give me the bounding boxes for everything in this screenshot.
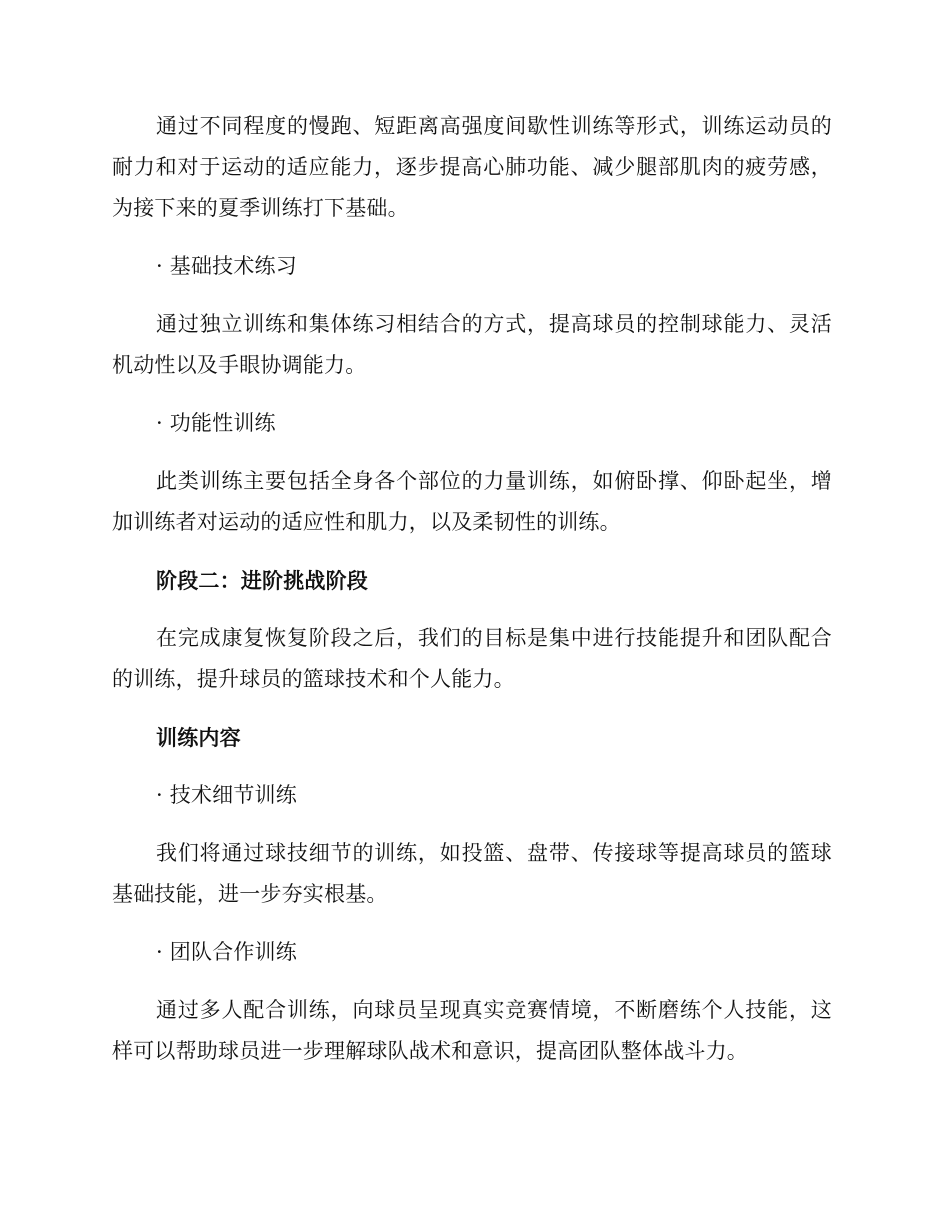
paragraph-technical-details: 我们将通过球技细节的训练，如投篮、盘带、传接球等提高球员的篮球基础技能，进一步夯实根基。: [112, 841, 832, 906]
paragraph-functional-training: 此类训练主要包括全身各个部位的力量训练，如俯卧撑、仰卧起坐，增加训练者对运动的适应性和肌力，以及柔韧性的训练。: [112, 469, 832, 534]
heading-training-content: 训练内容: [156, 725, 241, 750]
paragraph-basic-skills: 通过独立训练和集体练习相结合的方式，提高球员的控制球能力、灵活机动性以及手眼协调能力。: [112, 312, 832, 377]
heading-stage-two: 阶段二：进阶挑战阶段: [156, 568, 368, 593]
paragraph-aerobic-training: 通过不同程度的慢跑、短距离高强度间歇性训练等形式，训练运动员的耐力和对于运动的适应能力，逐步提高心肺功能、减少腿部肌肉的疲劳感，为接下来的夏季训练打下基础。: [112, 114, 832, 220]
document-page: [112, 106, 832, 1089]
bullet-functional-training: · 功能性训练: [156, 411, 276, 435]
bullet-teamwork: · 团队合作训练: [156, 940, 297, 964]
bullet-basic-skills: · 基础技术练习: [156, 254, 297, 278]
paragraph-teamwork: 通过多人配合训练，向球员呈现真实竞赛情境，不断磨练个人技能，这样可以帮助球员进一步理解球队战术和意识，提高团队整体战斗力。: [112, 998, 832, 1063]
bullet-technical-details: · 技术细节训练: [156, 783, 297, 807]
paragraph-stage-two: 在完成康复恢复阶段之后，我们的目标是集中进行技能提升和团队配合的训练，提升球员的篮球技术和个人能力。: [112, 626, 832, 691]
